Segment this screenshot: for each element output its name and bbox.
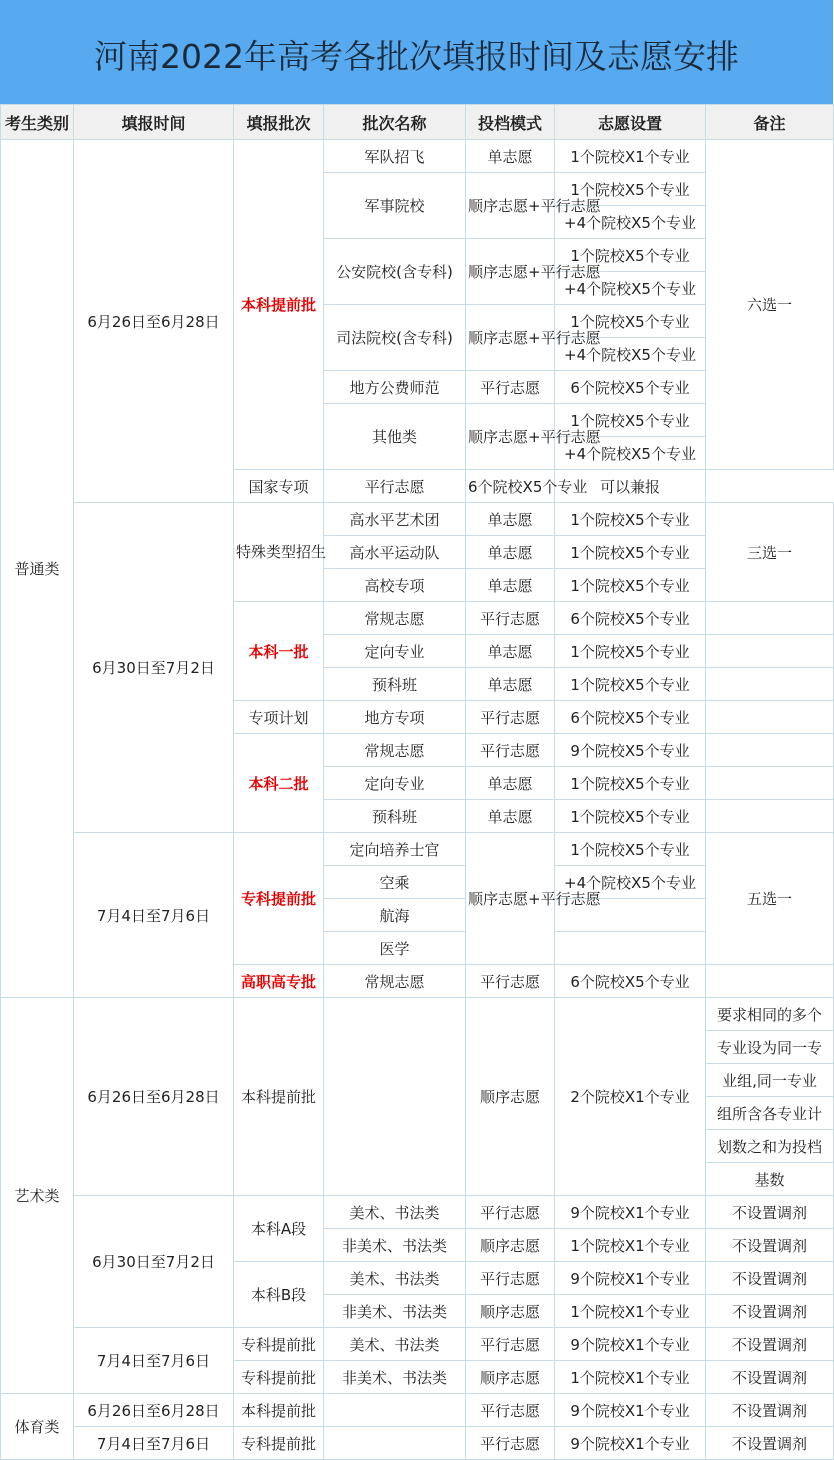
name-cell: 美术、书法类 [324, 1328, 466, 1361]
mode-cell: 单志愿 [466, 503, 555, 536]
name-cell: 司法院校(含专科) [324, 305, 466, 371]
mode-cell: 平行志愿 [466, 1427, 555, 1460]
note-cell: 五选一 [706, 833, 834, 965]
note-cell: 不设置调剂 [706, 1196, 834, 1229]
time-cell: 7月4日至7月6日 [74, 1328, 234, 1394]
note-cell: 不设置调剂 [706, 1295, 834, 1328]
mode-cell: 平行志愿 [466, 1394, 555, 1427]
col-header: 考生类别 [1, 105, 74, 140]
note-cell: 六选一 [706, 140, 834, 470]
setting-cell: 6个院校X5个专业 [466, 470, 555, 503]
batch-cell: 专科提前批 [234, 1361, 324, 1394]
batch-cell: 本科A段 [234, 1196, 324, 1262]
name-cell: 地方专项 [324, 701, 466, 734]
mode-cell: 顺序志愿+平行志愿 [466, 305, 555, 371]
setting-cell: 9个院校X1个专业 [555, 1394, 706, 1427]
setting-cell: +4个院校X5个专业 [555, 338, 706, 371]
setting-cell: 6个院校X5个专业 [555, 371, 706, 404]
setting-cell: 1个院校X1个专业 [555, 1229, 706, 1262]
time-cell: 6月26日至6月28日 [74, 1394, 234, 1427]
note-cell [706, 965, 834, 998]
name-cell: 高水平运动队 [324, 536, 466, 569]
name-cell: 预科班 [324, 668, 466, 701]
mode-cell: 平行志愿 [466, 734, 555, 767]
name-cell: 国家专项 [234, 470, 324, 503]
setting-cell: 1个院校X1个专业 [555, 1361, 706, 1394]
mode-cell: 单志愿 [466, 668, 555, 701]
note-cell [706, 602, 834, 635]
setting-cell: 9个院校X1个专业 [555, 1328, 706, 1361]
note-line: 基数 [706, 1163, 834, 1196]
name-cell: 医学 [324, 932, 466, 965]
setting-cell: 1个院校X5个专业 [555, 668, 706, 701]
mode-cell: 平行志愿 [324, 470, 466, 503]
col-header: 填报时间 [74, 105, 234, 140]
col-header: 备注 [706, 105, 834, 140]
col-header: 投档模式 [466, 105, 555, 140]
batch-cell: 本科一批 [234, 602, 324, 701]
mode-cell: 单志愿 [466, 767, 555, 800]
category-cell: 普通类 [1, 140, 74, 998]
setting-cell: 1个院校X1个专业 [555, 1295, 706, 1328]
table-row [1, 998, 834, 1031]
table-row [1, 833, 834, 866]
mode-cell: 平行志愿 [466, 701, 555, 734]
mode-cell: 平行志愿 [466, 965, 555, 998]
setting-cell: 1个院校X5个专业 [555, 305, 706, 338]
mode-cell: 单志愿 [466, 569, 555, 602]
note-cell [706, 701, 834, 734]
setting-cell: 1个院校X5个专业 [555, 404, 706, 437]
title-banner [0, 0, 833, 104]
note-line: 划数之和为投档 [706, 1130, 834, 1163]
mode-cell: 单志愿 [466, 635, 555, 668]
mode-cell: 平行志愿 [466, 1196, 555, 1229]
batch-cell: 高职高专批 [234, 965, 324, 998]
name-cell [324, 1394, 466, 1427]
name-cell: 高水平艺术团 [324, 503, 466, 536]
time-cell: 6月30日至7月2日 [74, 503, 234, 833]
batch-cell: 本科提前批 [234, 140, 324, 470]
name-cell: 常规志愿 [324, 734, 466, 767]
note-cell [706, 668, 834, 701]
setting-cell: 1个院校X5个专业 [555, 536, 706, 569]
mode-cell: 平行志愿 [466, 371, 555, 404]
name-cell: 航海 [324, 899, 466, 932]
setting-cell: +4个院校X5个专业 [555, 206, 706, 239]
setting-cell: 1个院校X5个专业 [555, 800, 706, 833]
setting-cell: 1个院校X5个专业 [555, 503, 706, 536]
setting-cell: 1个院校X5个专业 [555, 173, 706, 206]
note-cell: 不设置调剂 [706, 1328, 834, 1361]
setting-cell: 1个院校X5个专业 [555, 833, 706, 866]
mode-cell: 顺序志愿+平行志愿 [466, 404, 555, 470]
name-cell [324, 998, 466, 1196]
mode-cell: 单志愿 [466, 140, 555, 173]
setting-cell: 6个院校X5个专业 [555, 965, 706, 998]
name-cell: 预科班 [324, 800, 466, 833]
setting-cell: 1个院校X5个专业 [555, 767, 706, 800]
name-cell: 军队招飞 [324, 140, 466, 173]
name-cell: 定向专业 [324, 767, 466, 800]
mode-cell: 顺序志愿+平行志愿 [466, 173, 555, 239]
name-cell: 定向专业 [324, 635, 466, 668]
mode-cell: 顺序志愿 [466, 1295, 555, 1328]
note-cell: 不设置调剂 [706, 1229, 834, 1262]
name-cell: 非美术、书法类 [324, 1295, 466, 1328]
setting-cell: 9个院校X1个专业 [555, 1427, 706, 1460]
mode-cell: 平行志愿 [466, 602, 555, 635]
name-cell: 常规志愿 [324, 602, 466, 635]
setting-cell: 9个院校X1个专业 [555, 1196, 706, 1229]
setting-cell: +4个院校X5个专业 [555, 866, 706, 899]
col-header: 填报批次 [234, 105, 324, 140]
time-cell: 6月26日至6月28日 [74, 998, 234, 1196]
name-cell [324, 1427, 466, 1460]
mode-cell: 顺序志愿+平行志愿 [466, 239, 555, 305]
mode-cell: 平行志愿 [466, 1328, 555, 1361]
batch-cell: 本科提前批 [234, 998, 324, 1196]
name-cell: 非美术、书法类 [324, 1229, 466, 1262]
mode-cell: 顺序志愿 [466, 1361, 555, 1394]
mode-cell: 单志愿 [466, 536, 555, 569]
note-line: 专业设为同一专 [706, 1031, 834, 1064]
note-cell [706, 734, 834, 767]
col-header: 批次名称 [324, 105, 466, 140]
batch-cell: 专科提前批 [234, 1427, 324, 1460]
name-cell: 非美术、书法类 [324, 1361, 466, 1394]
category-cell: 体育类 [1, 1394, 74, 1460]
setting-cell: 1个院校X5个专业 [555, 239, 706, 272]
time-cell: 6月30日至7月2日 [74, 1196, 234, 1328]
mode-cell: 顺序志愿 [466, 1229, 555, 1262]
header-row [1, 105, 834, 140]
setting-cell: 9个院校X5个专业 [555, 734, 706, 767]
name-cell: 公安院校(含专科) [324, 239, 466, 305]
setting-cell: 6个院校X5个专业 [555, 701, 706, 734]
note-line: 要求相同的多个 [706, 998, 834, 1031]
name-cell: 高校专项 [324, 569, 466, 602]
batch-cell: 本科二批 [234, 734, 324, 833]
note-cell: 不设置调剂 [706, 1394, 834, 1427]
note-cell [706, 635, 834, 668]
note-cell: 可以兼报 [555, 470, 706, 503]
schedule-table [0, 104, 834, 1460]
setting-cell: 1个院校X1个专业 [555, 140, 706, 173]
note-cell: 三选一 [706, 503, 834, 602]
name-cell: 美术、书法类 [324, 1262, 466, 1295]
batch-cell: 专科提前批 [234, 1328, 324, 1361]
table-row [1, 1196, 834, 1229]
setting-cell: 9个院校X1个专业 [555, 1262, 706, 1295]
setting-cell: +4个院校X5个专业 [555, 272, 706, 305]
page-title: 河南2022年高考各批次填报时间及志愿安排 [94, 36, 739, 76]
name-cell: 常规志愿 [324, 965, 466, 998]
batch-cell: 本科提前批 [234, 1394, 324, 1427]
table-row [1, 503, 834, 536]
time-cell: 6月26日至6月28日 [74, 140, 234, 503]
col-header: 志愿设置 [555, 105, 706, 140]
note-line: 组所含各专业计 [706, 1097, 834, 1130]
table-row [1, 1427, 834, 1460]
setting-cell: 2个院校X1个专业 [555, 998, 706, 1196]
batch-cell: 本科B段 [234, 1262, 324, 1328]
note-cell [706, 767, 834, 800]
category-cell: 艺术类 [1, 998, 74, 1394]
mode-cell: 平行志愿 [466, 1262, 555, 1295]
note-cell [706, 800, 834, 833]
time-cell: 7月4日至7月6日 [74, 833, 234, 998]
setting-cell: 1个院校X5个专业 [555, 635, 706, 668]
name-cell: 空乘 [324, 866, 466, 899]
note-line: 业组,同一专业 [706, 1064, 834, 1097]
table-row [1, 1328, 834, 1361]
setting-cell [555, 932, 706, 965]
name-cell: 定向培养士官 [324, 833, 466, 866]
setting-cell: 6个院校X5个专业 [555, 602, 706, 635]
batch-cell: 特殊类型招生 [234, 503, 324, 602]
mode-cell: 顺序志愿+平行志愿 [466, 833, 555, 965]
batch-cell: 专项计划 [234, 701, 324, 734]
name-cell: 美术、书法类 [324, 1196, 466, 1229]
setting-cell: 1个院校X5个专业 [555, 569, 706, 602]
note-cell: 不设置调剂 [706, 1427, 834, 1460]
table-row [1, 1394, 834, 1427]
name-cell: 军事院校 [324, 173, 466, 239]
table-row [1, 140, 834, 173]
name-cell: 地方公费师范 [324, 371, 466, 404]
note-cell: 不设置调剂 [706, 1262, 834, 1295]
time-cell: 7月4日至7月6日 [74, 1427, 234, 1460]
mode-cell: 单志愿 [466, 800, 555, 833]
mode-cell: 顺序志愿 [466, 998, 555, 1196]
note-cell: 不设置调剂 [706, 1361, 834, 1394]
name-cell: 其他类 [324, 404, 466, 470]
setting-cell: +4个院校X5个专业 [555, 437, 706, 470]
batch-cell: 专科提前批 [234, 833, 324, 965]
